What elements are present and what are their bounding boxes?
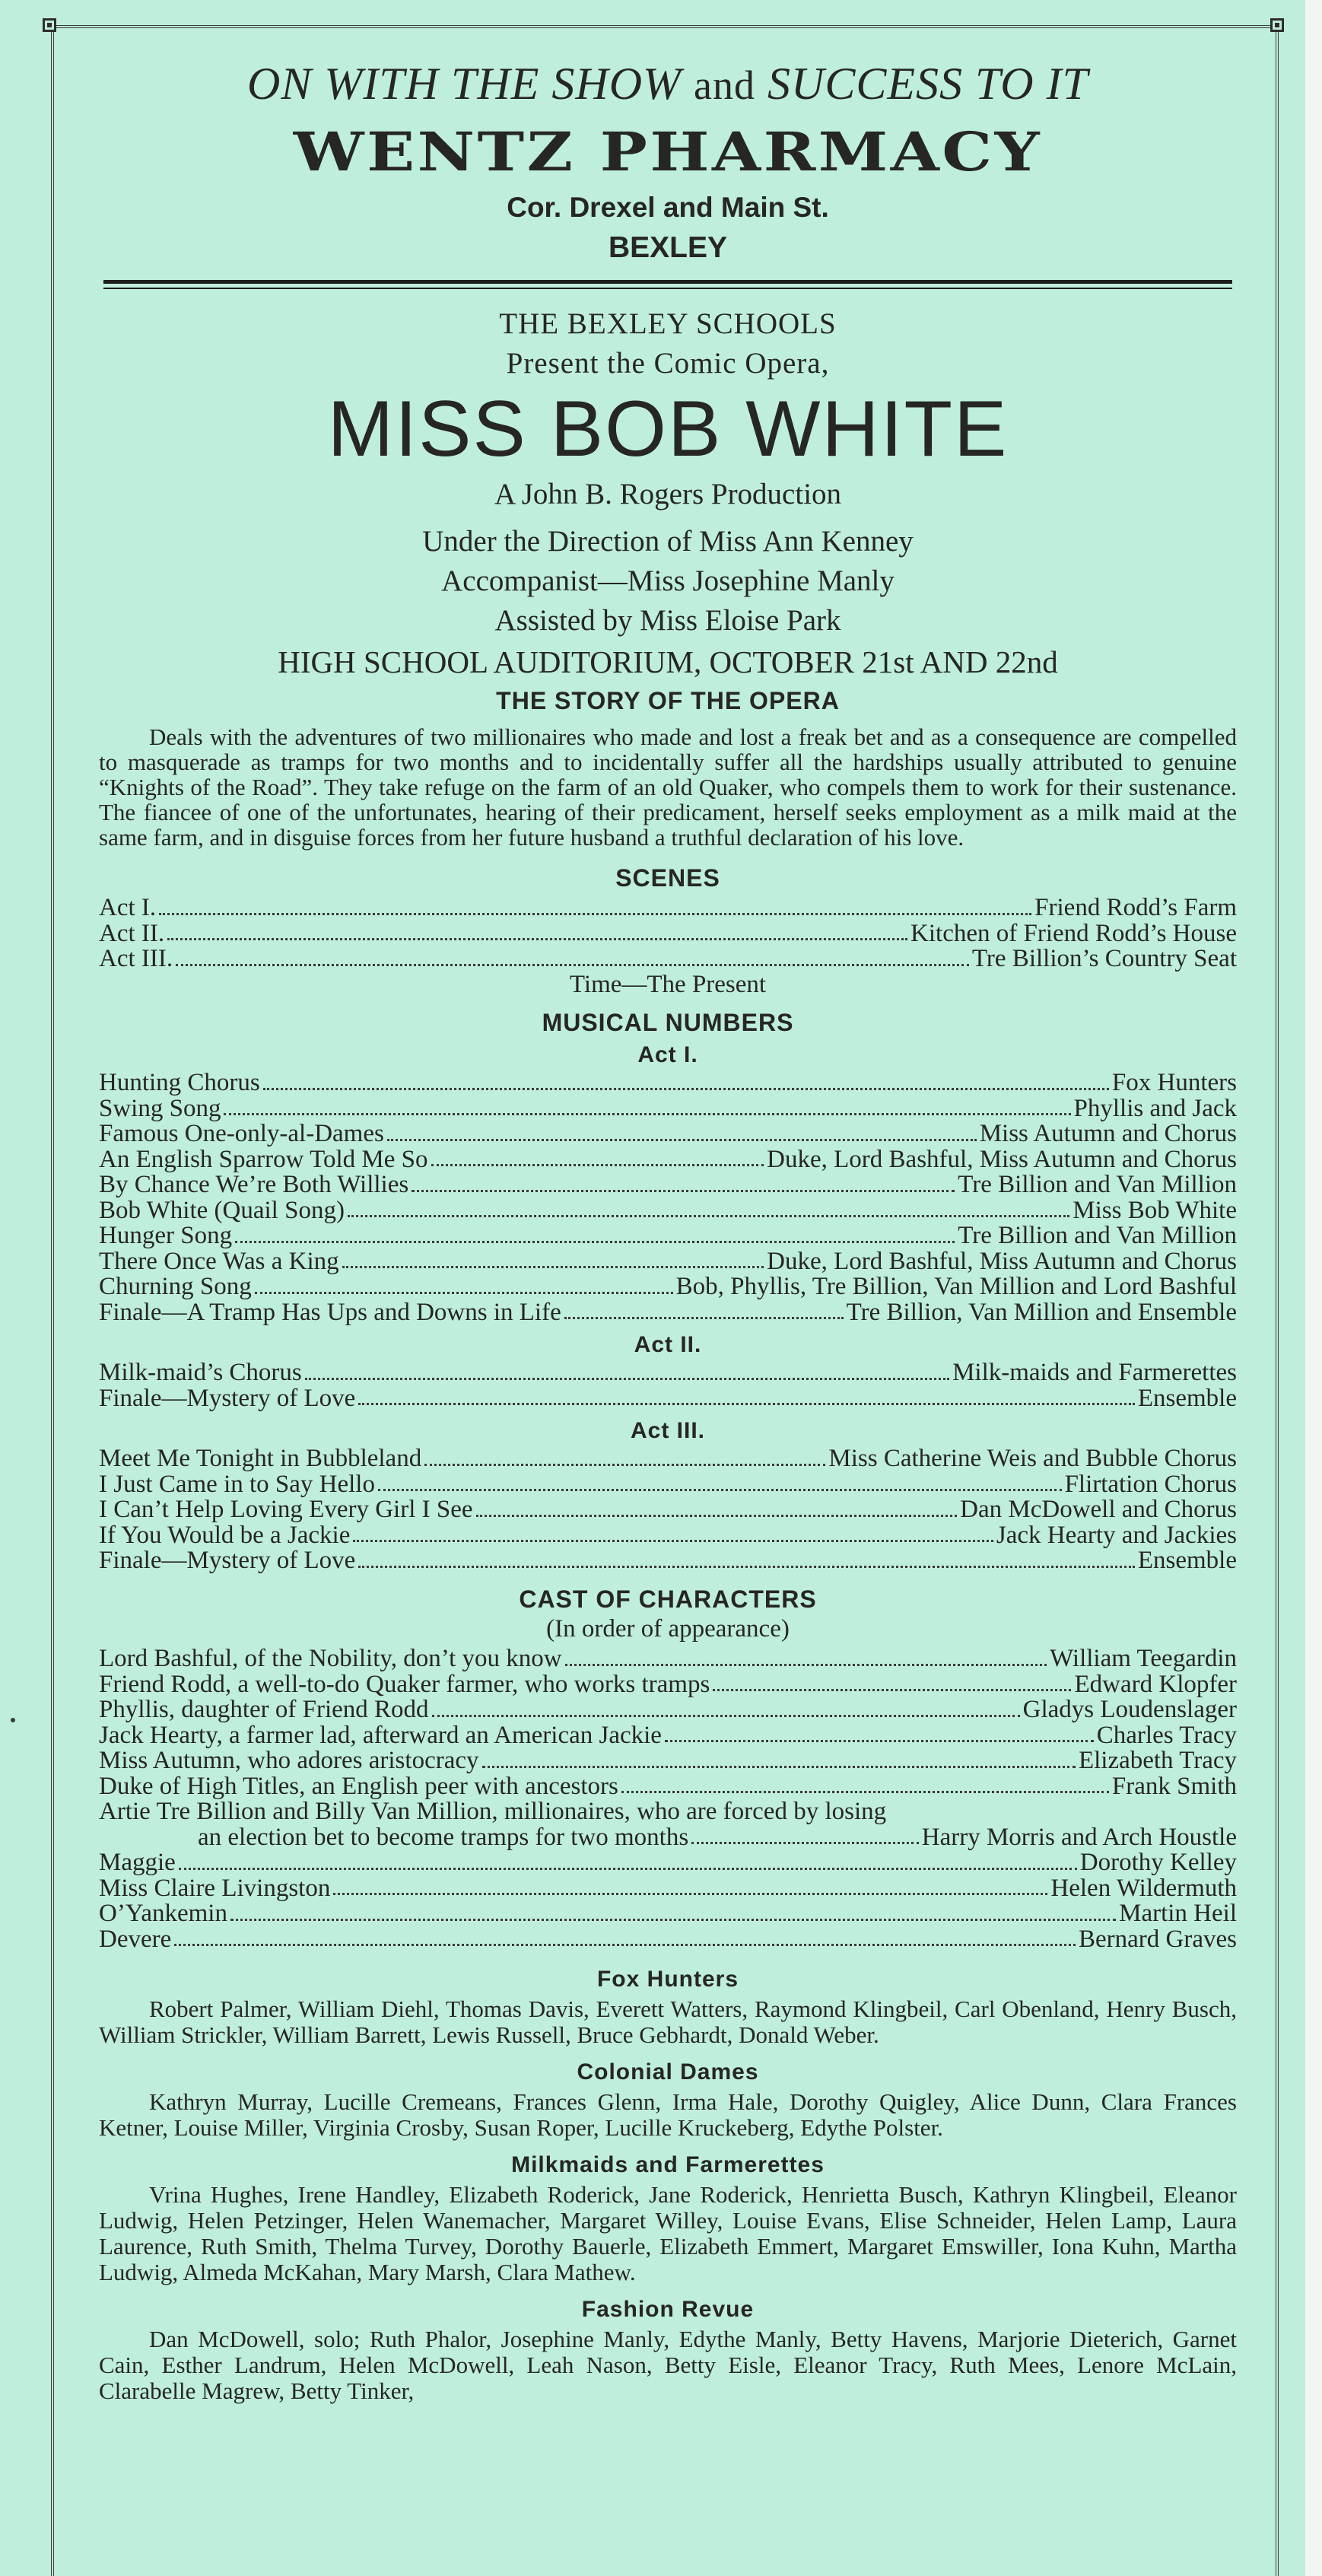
corner-ornament-icon [43,18,56,32]
musical-number-row: If You Would be a Jackie Jack Hearty and Jackies [99,1521,1237,1549]
pharmacy-name: WENTZ PHARMACY [293,120,1043,183]
group-members: Vrina Hughes, Irene Handley, Elizabeth Roderick, Jane Roderick, Henrietta Busch, Kathryn Klingbeil, Eleanor Ludwig, Helen Petzinger, Helen Wanemacher, Margaret Willey, Louise Evans, Elise Schneider, Helen Lamp, Laura Laurence, Ruth Smith, Thelma Turvey, Dorothy Bauerle, Elizabeth Emmert, Margaret Emswiller, Iona Kuhn, Martha Ludwig, Almeda McKahan, Mary Marsh, Clara Mathew. [99,2181,1237,2285]
venue-dates: HIGH SCHOOL AUDITORIUM, OCTOBER 21st AND 22nd [278,644,1058,679]
pharmacy-city: BEXLEY [608,231,728,264]
musical-number-row: I Can’t Help Loving Every Girl I See Dan McDowell and Chorus [99,1496,1237,1523]
musical-number-row: Hunting Chorus Fox Hunters [99,1069,1237,1096]
accompanist-credit: Accompanist—Miss Josephine Manly [441,564,895,597]
pharmacy-address: Cor. Drexel and Main St. [507,192,829,223]
musical-number-row: Bob White (Quail Song) Miss Bob White [99,1196,1237,1224]
group-heading: Fox Hunters [596,1967,739,1992]
slogan-and: and [694,62,755,108]
cast-list [99,1646,1237,1952]
act-heading: Act II. [634,1332,702,1357]
group-members: Dan McDowell, solo; Ruth Phalor, Josephine Manly, Edythe Manly, Betty Havens, Marjorie Dieterich, Garnet Cain, Esther Landrum, Helen McDowell, Leah Nason, Betty Eisle, Eleanor Tracy, Ruth Mees, Lenore McLain, Clarabelle Magrew, Betty Tinker, [99,2326,1237,2404]
cast-row: Lord Bashful, of the Nobility, don’t you know William Teegardin [99,1645,1237,1672]
group-heading: Fashion Revue [581,2297,755,2322]
director-credit: Under the Direction of Miss Ann Kenney [422,525,914,558]
story-text: Deals with the adventures of two millionaires who made and lost a freak bet and as a consequence are compelled to masquerade as tramps for two months and to incidentally suffer all the hardships usually attributed to genuine “Knights of the Road”. They take refuge on the farm of an old Quaker, who compels them to work for their sustenance. The fiancee of one of the unfortunates, hearing of their predicament, herself seeks employment as a milk maid at the same farm, and in disguise forces from her future husband a truthful declaration of his love. [99,724,1237,851]
slogan-part-b: SUCCESS TO IT [767,59,1088,109]
group-heading: Milkmaids and Farmerettes [511,2152,825,2177]
cast-subheading: (In order of appearance) [546,1614,790,1643]
scene-row: Act III. Tre Billion’s Country Seat [99,945,1237,972]
cast-row-continued: Artie Tre Billion and Billy Van Million, millionaires, who are forced by losing [99,1798,887,1825]
cast-row: Phyllis, daughter of Friend Rodd Gladys Loudenslager [99,1696,1237,1723]
musical-number-row: Hunger Song Tre Billion and Van Million [99,1222,1237,1249]
musical-number-row: Milk-maid’s Chorus Milk-maids and Farmerettes [99,1359,1237,1386]
margin-dot [11,1718,15,1722]
right-border [1276,27,1279,2576]
page-title: MISS BOB WHITE [327,385,1009,473]
musical-number-row: There Once Was a King Duke, Lord Bashful, Miss Autumn and Chorus [99,1247,1237,1275]
cast-row: Duke of High Titles, an English peer with ancestors Frank Smith [99,1772,1237,1800]
musical-number-row: Famous One-only-al-Dames Miss Autumn and Chorus [99,1120,1237,1147]
group-members: Kathryn Murray, Lucille Cremeans, Frances Glenn, Irma Hale, Dorothy Quigley, Alice Dunn, Clara Frances Ketner, Louise Miller, Virginia Crosby, Susan Roper, Lucille Kruckeberg, Edythe Polster. [99,2088,1237,2141]
musical-number-row: Meet Me Tonight in Bubbleland Miss Catherine Weis and Bubble Chorus [99,1445,1237,1472]
cast-row: Friend Rodd, a well-to-do Quaker farmer, who works tramps Edward Klopfer [99,1670,1237,1698]
assistant-credit: Assisted by Miss Eloise Park [494,604,841,637]
cast-row: O’Yankemin Martin Heil [99,1900,1237,1927]
cast-row: Miss Claire Livingston Helen Wildermuth [99,1874,1237,1902]
musical-number-row: By Chance We’re Both Willies Tre Billion and Van Million [99,1171,1237,1198]
act-heading: Act III. [630,1418,705,1443]
musical-number-row: Finale—Mystery of Love Ensemble [99,1547,1237,1574]
program-content [99,53,1237,2404]
group-members: Robert Palmer, William Diehl, Thomas Davis, Everett Watters, Raymond Klingbeil, Carl Obenland, Henry Busch, William Strickler, William Barrett, Lewis Russell, Bruce Gebhardt, Donald Weber. [99,1996,1237,2048]
cast-row: Devere Bernard Graves [99,1925,1237,1953]
page-edge [1305,0,1322,2576]
cast-row: an election bet to become tramps for two months Harry Morris and Arch Houstle [198,1823,1237,1851]
musical-number-row: Finale—Mystery of Love Ensemble [99,1384,1237,1412]
musical-number-row: Finale—A Tramp Has Ups and Downs in Life Tre Billion, Van Million and Ensemble [99,1298,1237,1326]
presenter: THE BEXLEY SCHOOLS [499,307,837,340]
musical-number-row: I Just Came in to Say Hello Flirtation Chorus [99,1470,1237,1498]
left-border [51,27,54,2576]
group-heading: Colonial Dames [577,2059,759,2085]
scene-row: Act I. Friend Rodd’s Farm [99,894,1237,921]
scene-time: Time—The Present [569,970,767,998]
act-heading: Act I. [637,1042,698,1067]
scene-row: Act II. Kitchen of Friend Rodd’s House [99,919,1237,947]
act-3-numbers [99,1446,1237,1574]
top-border [47,25,1279,28]
scenes-heading: SCENES [615,864,720,892]
story-heading: THE STORY OF THE OPERA [496,687,840,714]
cast-row: Miss Autumn, who adores aristocracy Elizabeth Tracy [99,1747,1237,1774]
musical-number-row: An English Sparrow Told Me So Duke, Lord Bashful, Miss Autumn and Chorus [99,1145,1237,1173]
ad-slogan [99,53,1237,116]
slogan-part-a: ON WITH THE SHOW [247,59,682,109]
production-credit: A John B. Rogers Production [494,478,842,510]
present-line: Present the Comic Opera, [506,347,830,380]
act-2-numbers [99,1360,1237,1411]
musical-numbers-heading: MUSICAL NUMBERS [542,1009,794,1036]
corner-ornament-icon [1270,18,1284,32]
musical-number-row: Swing Song Phyllis and Jack [99,1094,1237,1122]
musical-number-row: Churning Song Bob, Phyllis, Tre Billion, Van Million and Lord Bashful [99,1273,1237,1300]
act-1-numbers [99,1070,1237,1325]
cast-heading: CAST OF CHARACTERS [519,1585,817,1613]
cast-row: Jack Hearty, a farmer lad, afterward an American Jackie Charles Tracy [99,1721,1237,1749]
section-divider [103,280,1232,289]
cast-row: Maggie Dorothy Kelley [99,1849,1237,1876]
